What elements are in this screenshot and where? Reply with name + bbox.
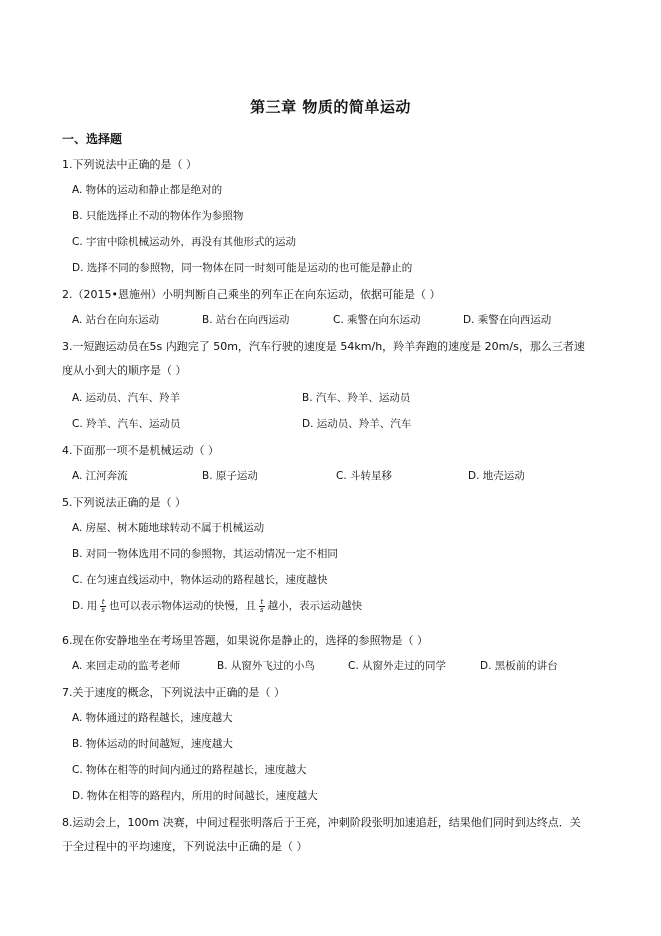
question-1-stem: 1.下列说法中正确的是（ ） [62, 158, 197, 171]
question-7-option-b: B. 物体运动的时间越短，速度越大 [72, 738, 233, 750]
question-5-option-d-prefix: D. 用 [72, 600, 98, 612]
question-1-option-b: B. 只能选择止不动的物体作为参照物 [72, 210, 244, 222]
question-2-option-b: B. 站台在向西运动 [202, 314, 290, 326]
question-7-option-a: A. 物体通过的路程越长，速度越大 [72, 712, 233, 724]
question-3-stem-line-2: 度从小到大的顺序是（ ） [62, 364, 187, 377]
fraction-t-over-s [100, 599, 106, 614]
question-5-option-a: A. 房屋、树木随地球转动不属于机械运动 [72, 522, 265, 534]
question-5-option-d-middle: 也可以表示物体运动的快慢，且 [108, 600, 256, 612]
question-2-option-d: D. 乘警在向西运动 [463, 314, 552, 326]
fraction-denominator: s [101, 605, 105, 614]
question-4-option-c: C. 斗转星移 [336, 470, 393, 482]
section-heading: 一、选择题 [62, 132, 123, 146]
question-6-option-c: C. 从窗外走过的同学 [348, 660, 447, 672]
question-4-stem: 4.下面那一项不是机械运动（ ） [62, 444, 219, 457]
question-3-option-d: D. 运动员、羚羊、汽车 [302, 418, 412, 430]
question-3-stem-line-1: 3.一短跑运动员在5s 内跑完了 50m，汽车行驶的速度是 54km/h，羚羊奔跑的速度是 20m/s，那么三者速 [62, 340, 585, 353]
question-8-stem-line-1: 8.运动会上，100m 决赛，中间过程张明落后于王亮，冲刺阶段张明加速追赶，结果他们同时到达终点．关 [62, 816, 581, 829]
question-6-option-a: A. 来回走动的监考老师 [72, 660, 181, 672]
question-3-option-b: B. 汽车、羚羊、运动员 [302, 392, 411, 404]
fraction-denominator: s [259, 605, 264, 614]
question-7-option-d: D. 物体在相等的路程内，所用的时间越长，速度越大 [72, 790, 318, 802]
question-5-stem: 5.下列说法正确的是（ ） [62, 496, 186, 509]
question-7-option-c: C. 物体在相等的时间内通过的路程越长，速度越大 [72, 764, 307, 776]
question-8-stem-line-2: 于全过程中的平均速度，下列说法中正确的是（ ） [62, 840, 308, 853]
question-2-option-c: C. 乘警在向东运动 [333, 314, 421, 326]
fraction-numerator: t [101, 597, 105, 606]
question-3-option-c: C. 羚羊、汽车、运动员 [72, 418, 181, 430]
fraction-t-over-s [259, 599, 265, 614]
question-6-option-d: D. 黑板前的讲台 [480, 660, 558, 672]
question-5-option-c: C. 在匀速直线运动中，物体运动的路程越长，速度越快 [72, 574, 328, 586]
question-4-option-b: B. 原子运动 [202, 470, 258, 482]
question-1-option-d: D. 选择不同的参照物，同一物体在同一时刻可能是运动的也可能是静止的 [72, 262, 413, 274]
question-6-option-b: B. 从窗外飞过的小鸟 [217, 660, 315, 672]
question-7-stem: 7.关于速度的概念，下列说法中正确的是（ ） [62, 686, 285, 699]
question-1-option-c: C. 宇宙中除机械运动外，再没有其他形式的运动 [72, 236, 297, 248]
question-6-stem: 6.现在你安静地坐在考场里答题，如果说你是静止的，选择的参照物是（ ） [62, 634, 428, 647]
question-3-option-a: A. 运动员、汽车、羚羊 [72, 392, 181, 404]
question-4-option-a: A. 江河奔流 [72, 470, 128, 482]
fraction-numerator: t [260, 597, 264, 606]
question-4-option-d: D. 地壳运动 [468, 470, 525, 482]
question-5-option-d [72, 598, 362, 614]
page-title: 第三章 物质的简单运动 [250, 98, 411, 116]
question-5-option-b: B. 对同一物体选用不同的参照物，其运动情况一定不相同 [72, 548, 338, 560]
question-2-stem: 2.（2015•恩施州）小明判断自己乘坐的列车正在向东运动，依据可能是（ ） [62, 288, 441, 301]
question-1-option-a: A. 物体的运动和静止都是绝对的 [72, 184, 223, 196]
question-5-option-d-suffix: 越小，表示运动越快 [267, 600, 363, 612]
question-2-option-a: A. 站台在向东运动 [72, 314, 160, 326]
